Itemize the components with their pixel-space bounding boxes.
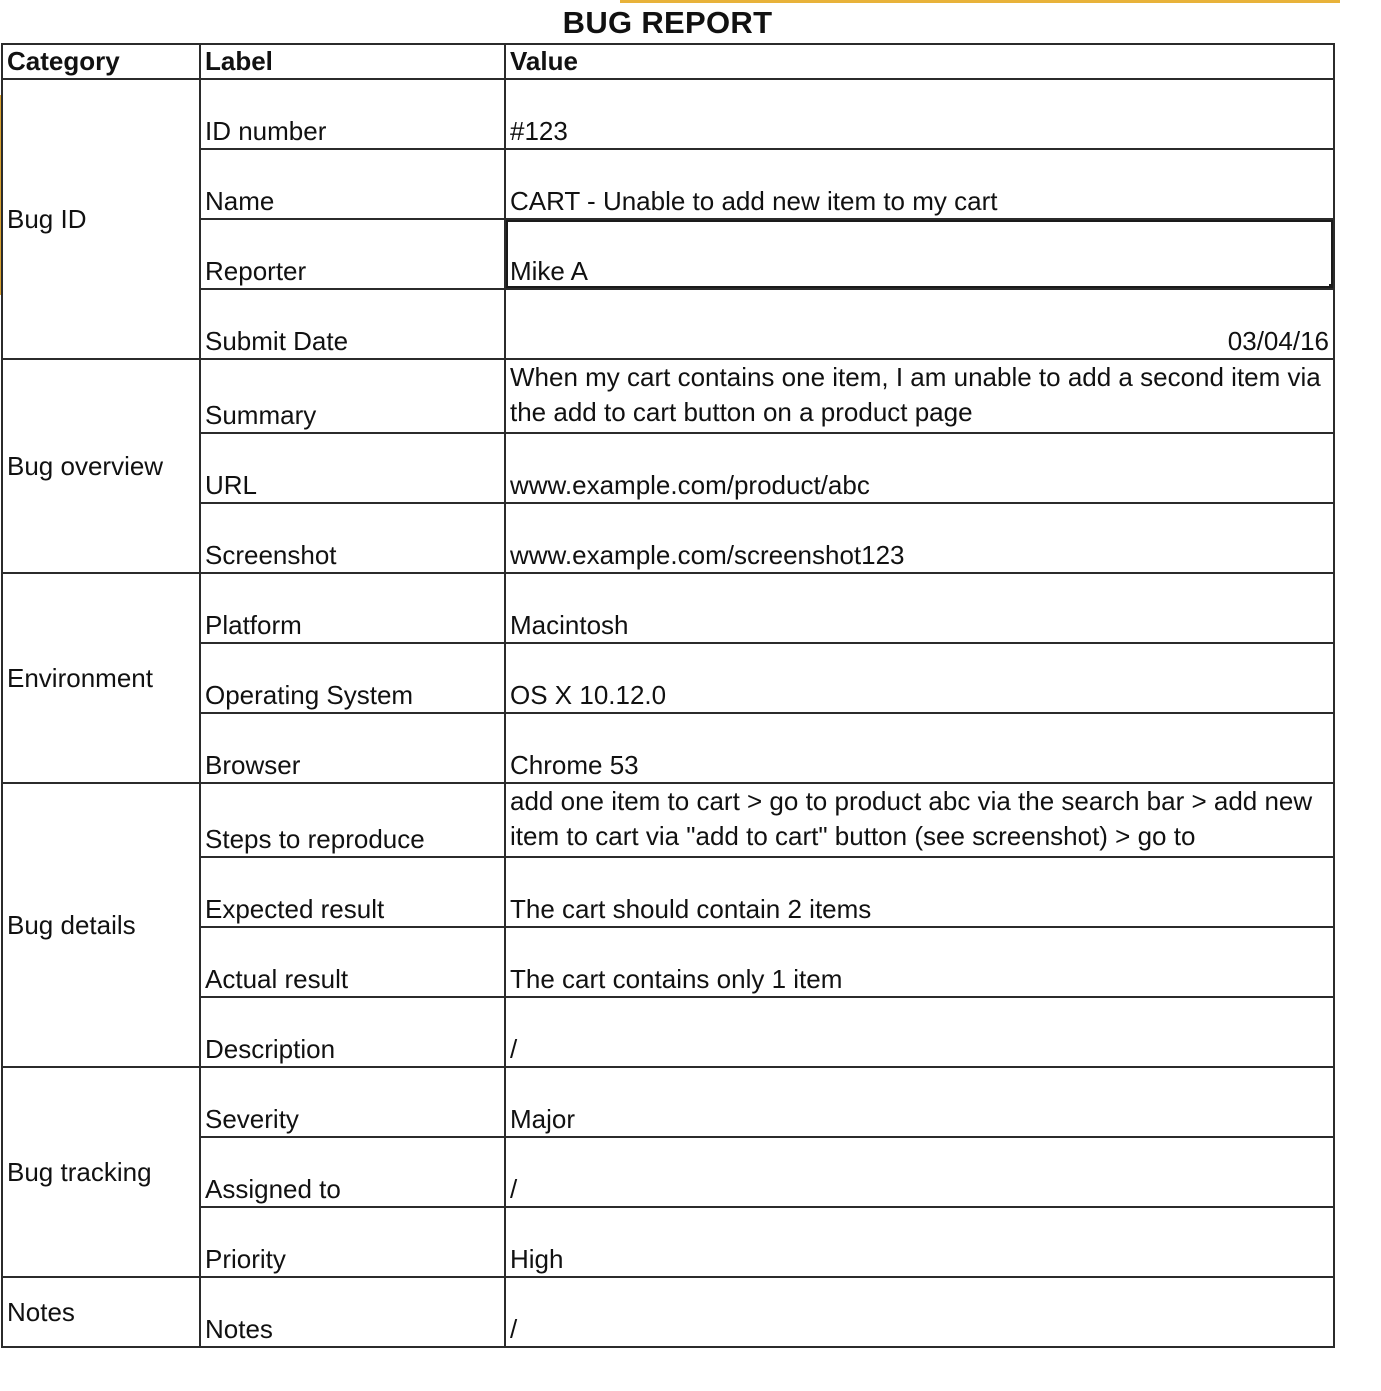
value-cell[interactable] xyxy=(505,359,1334,433)
value-cell[interactable]: www.example.com/screenshot123 xyxy=(505,503,1334,573)
value-text: Mike A xyxy=(510,256,589,286)
fill-handle[interactable] xyxy=(1329,284,1334,289)
label-cell[interactable]: Submit Date xyxy=(200,289,505,359)
table-row xyxy=(2,219,1334,289)
table-row xyxy=(2,927,1334,997)
label-cell[interactable]: Actual result xyxy=(200,927,505,997)
label-cell[interactable]: Expected result xyxy=(200,857,505,927)
label-cell[interactable]: Platform xyxy=(200,573,505,643)
value-cell[interactable]: / xyxy=(505,997,1334,1067)
header-row xyxy=(2,44,1334,79)
table-row xyxy=(2,359,1334,433)
label-cell[interactable]: Operating System xyxy=(200,643,505,713)
bug-report-table xyxy=(1,43,1335,1348)
table-row xyxy=(2,79,1334,149)
value-cell[interactable]: The cart contains only 1 item xyxy=(505,927,1334,997)
table-row xyxy=(2,1137,1334,1207)
value-text: When my cart contains one item, I am unable to add a second item via the add to cart button on a product page xyxy=(510,362,1321,427)
value-cell[interactable]: / xyxy=(505,1277,1334,1347)
label-cell[interactable]: Browser xyxy=(200,713,505,783)
label-cell[interactable]: Notes xyxy=(200,1277,505,1347)
category-bug-details[interactable]: Bug details xyxy=(2,783,200,1067)
table-row xyxy=(2,503,1334,573)
label-cell[interactable]: URL xyxy=(200,433,505,503)
table-row xyxy=(2,1067,1334,1137)
selected-value-cell[interactable] xyxy=(505,219,1334,289)
table-row xyxy=(2,857,1334,927)
table-row xyxy=(2,289,1334,359)
table-row xyxy=(2,433,1334,503)
value-cell[interactable]: OS X 10.12.0 xyxy=(505,643,1334,713)
table-row xyxy=(2,573,1334,643)
category-environment[interactable]: Environment xyxy=(2,573,200,783)
label-cell[interactable]: Name xyxy=(200,149,505,219)
value-cell[interactable]: Chrome 53 xyxy=(505,713,1334,783)
table-row xyxy=(2,783,1334,857)
header-label[interactable]: Label xyxy=(200,44,505,79)
page-title: BUG REPORT xyxy=(562,5,773,40)
header-category[interactable]: Category xyxy=(2,44,200,79)
value-cell[interactable]: High xyxy=(505,1207,1334,1277)
label-cell[interactable]: Priority xyxy=(200,1207,505,1277)
label-cell[interactable]: Screenshot xyxy=(200,503,505,573)
table-row xyxy=(2,149,1334,219)
table-row xyxy=(2,997,1334,1067)
label-cell[interactable]: Assigned to xyxy=(200,1137,505,1207)
value-text: add one item to cart > go to product abc via the search bar > add new item to cart via "add to cart" button (see screenshot) > go to xyxy=(510,786,1313,851)
header-value[interactable]: Value xyxy=(505,44,1334,79)
table-row xyxy=(2,643,1334,713)
category-notes[interactable]: Notes xyxy=(2,1277,200,1347)
category-bug-id[interactable]: Bug ID xyxy=(2,79,200,359)
value-cell[interactable]: Major xyxy=(505,1067,1334,1137)
label-cell[interactable]: Summary xyxy=(200,359,505,433)
value-cell[interactable]: CART - Unable to add new item to my cart xyxy=(505,149,1334,219)
label-cell[interactable]: Steps to reproduce xyxy=(200,783,505,857)
label-cell[interactable]: Severity xyxy=(200,1067,505,1137)
table-row xyxy=(2,1277,1334,1347)
label-cell[interactable]: Reporter xyxy=(200,219,505,289)
value-cell[interactable]: www.example.com/product/abc xyxy=(505,433,1334,503)
table-row xyxy=(2,713,1334,783)
category-bug-tracking[interactable]: Bug tracking xyxy=(2,1067,200,1277)
value-cell[interactable]: #123 xyxy=(505,79,1334,149)
label-cell[interactable]: Description xyxy=(200,997,505,1067)
value-cell[interactable]: Macintosh xyxy=(505,573,1334,643)
value-cell[interactable]: / xyxy=(505,1137,1334,1207)
label-cell[interactable]: ID number xyxy=(200,79,505,149)
value-cell[interactable] xyxy=(505,783,1334,857)
category-bug-overview[interactable]: Bug overview xyxy=(2,359,200,573)
value-cell[interactable]: 03/04/16 xyxy=(505,289,1334,359)
table-row xyxy=(2,1207,1334,1277)
value-cell[interactable]: The cart should contain 2 items xyxy=(505,857,1334,927)
